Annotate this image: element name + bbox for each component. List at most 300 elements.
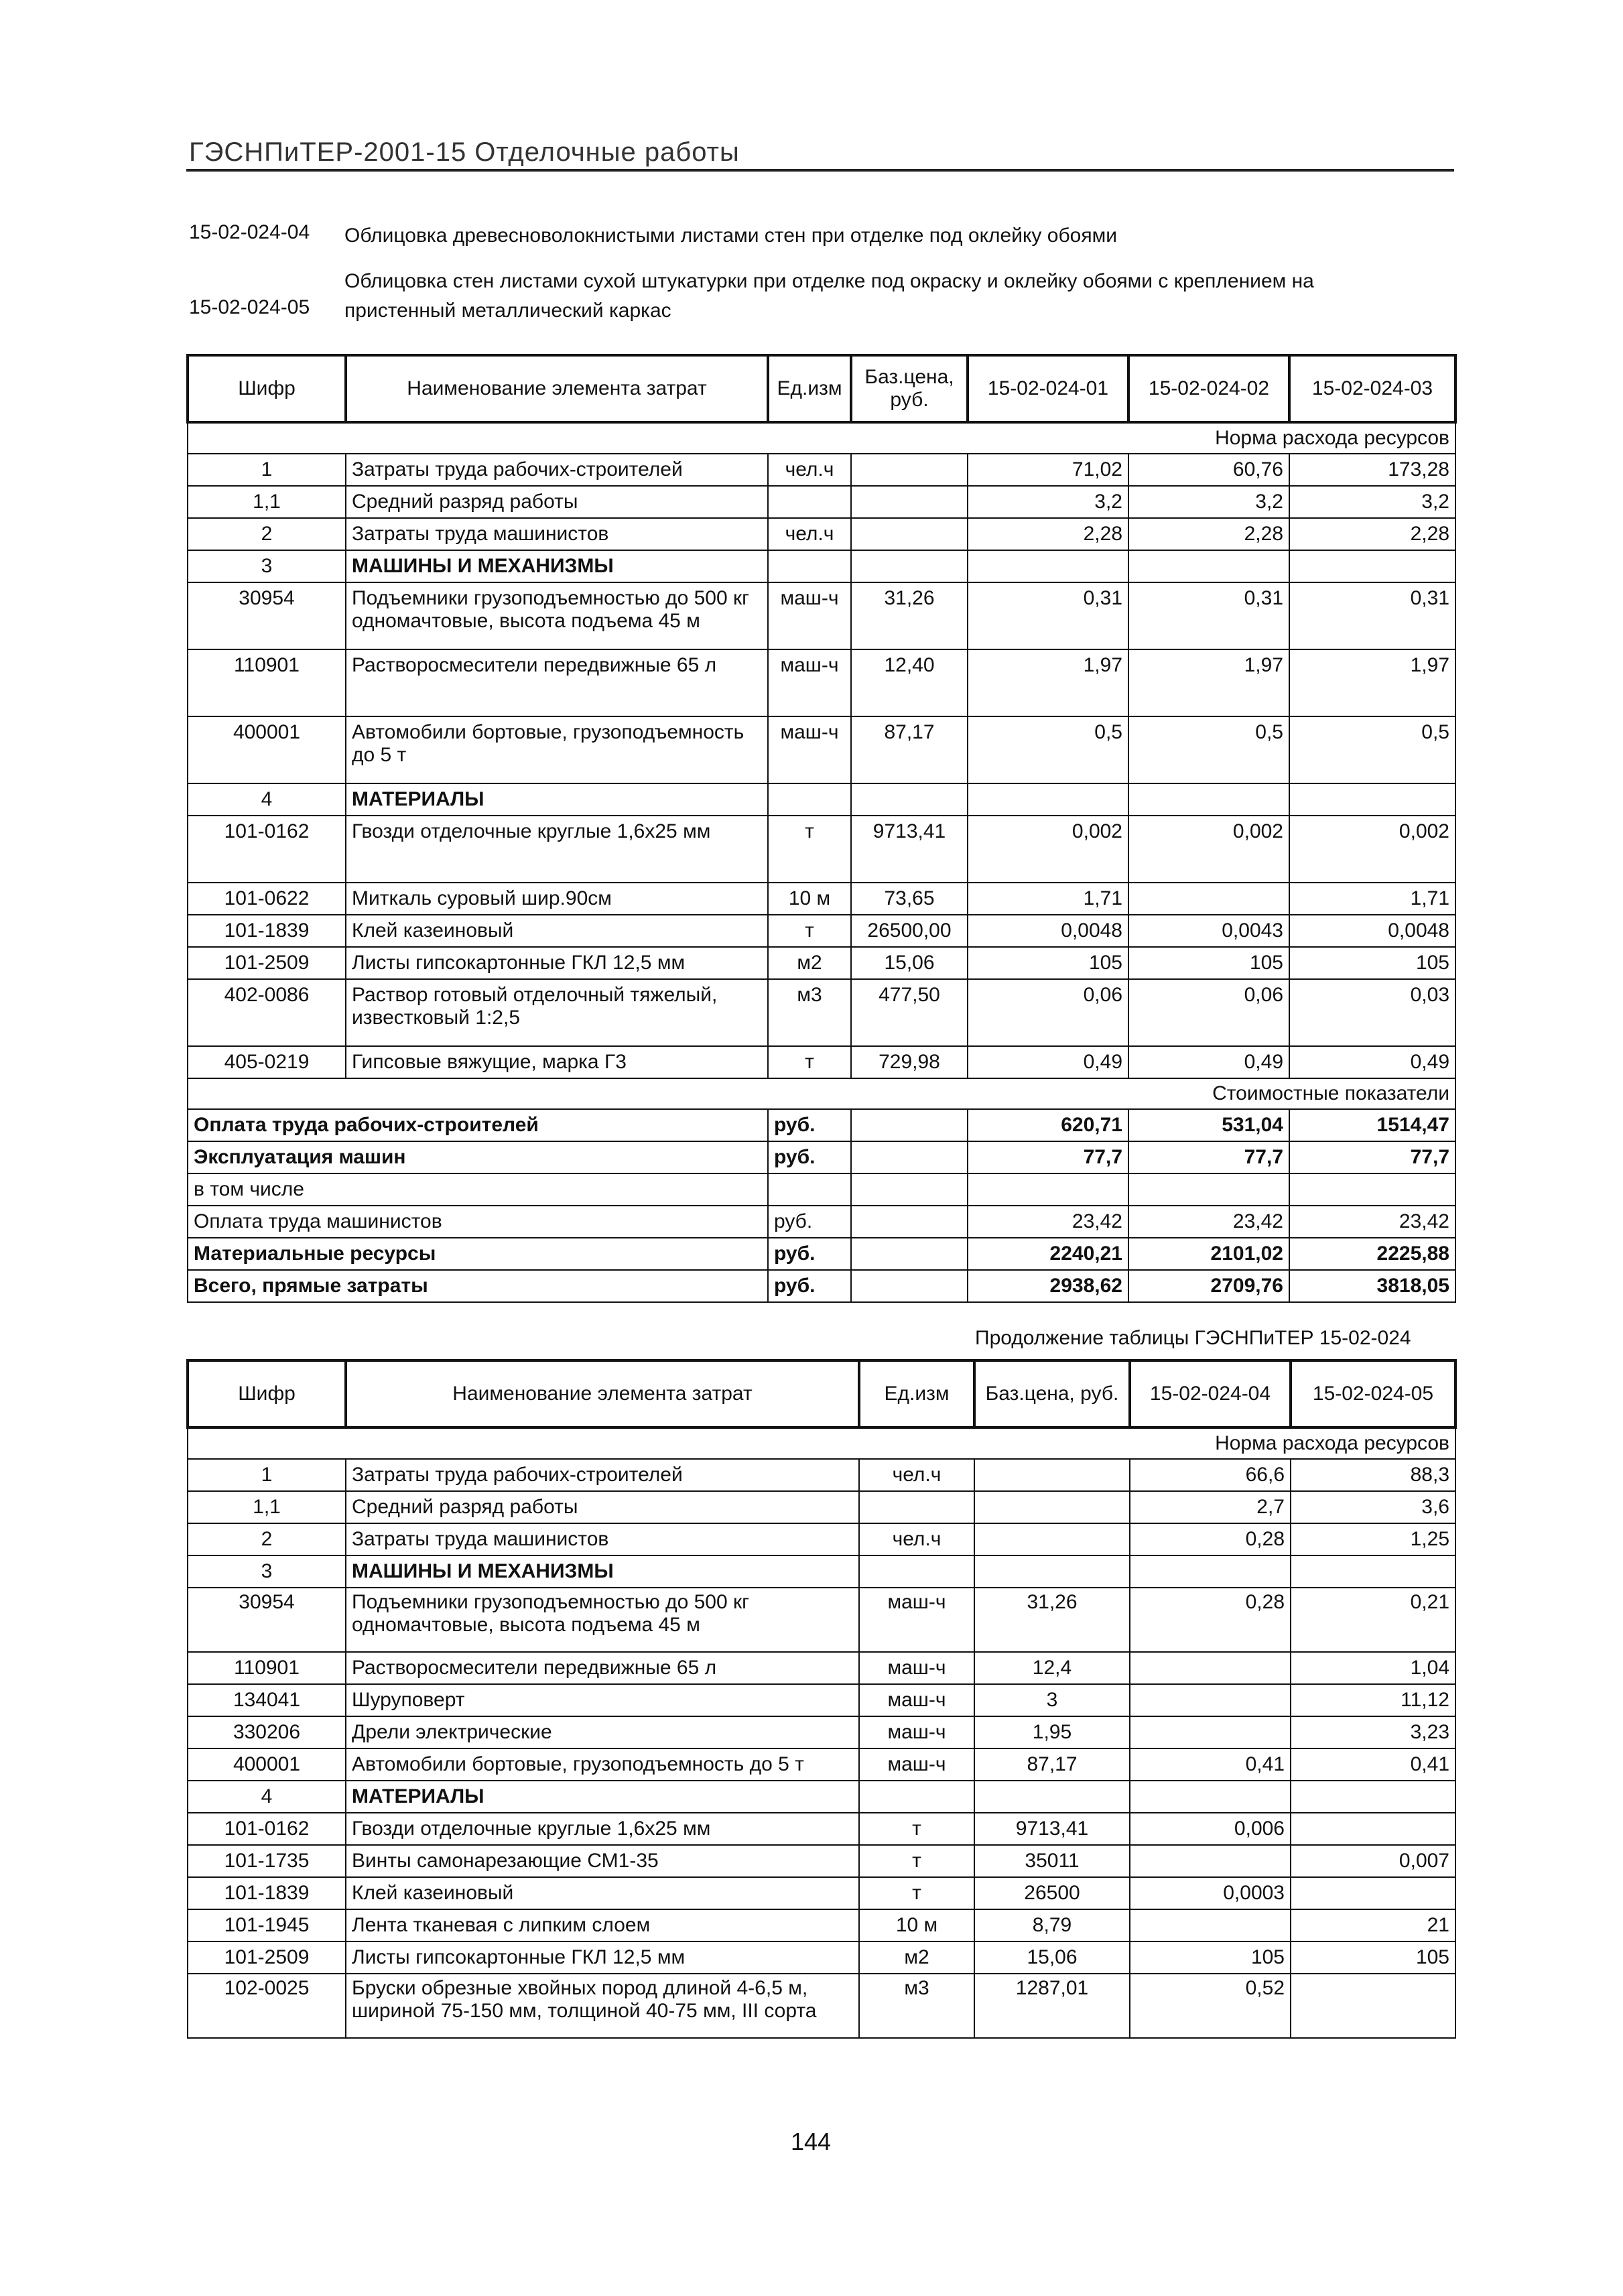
cell-value: 1,04 (1291, 1652, 1455, 1684)
table-row (188, 1491, 1455, 1523)
cell-price: 8,79 (974, 1909, 1130, 1941)
table-header-row (188, 355, 1455, 422)
cell-code: 1 (188, 1459, 346, 1491)
cell-value (1291, 1877, 1455, 1909)
cost-name: Эксплуатация машин (188, 1141, 768, 1173)
cell-value: 1,25 (1291, 1523, 1455, 1555)
cost-value: 1514,47 (1289, 1109, 1455, 1141)
cell-name: МАШИНЫ И МЕХАНИЗМЫ (346, 550, 768, 582)
cell-price: 15,06 (851, 947, 968, 979)
cost-band-row (188, 1078, 1455, 1109)
cell-name: Листы гипсокартонные ГКЛ 12,5 мм (346, 1941, 859, 1974)
cell-price (974, 1491, 1130, 1523)
cell-value: 0,49 (1289, 1046, 1455, 1078)
cell-value: 0,31 (968, 582, 1128, 649)
cell-value: 0,31 (1289, 582, 1455, 649)
cell-price: 729,98 (851, 1046, 968, 1078)
cell-name: Подъемники грузоподъемностью до 500 кг одномачтовые, высота подъема 45 м (346, 582, 768, 649)
cell-code: 1 (188, 454, 346, 486)
cell-name: Листы гипсокартонные ГКЛ 12,5 мм (346, 947, 768, 979)
code-description: Облицовка древесноволокнистыми листами стен при отделке под оклейку обоями (344, 225, 1117, 247)
cost-value: 23,42 (1289, 1206, 1455, 1238)
cell-code: 101-1839 (188, 915, 346, 947)
cell-unit: маш-ч (768, 649, 851, 716)
cell-value: 2,28 (1128, 518, 1289, 550)
column-header: 15-02-024-04 (1130, 1360, 1291, 1427)
cell-value: 105 (968, 947, 1128, 979)
cell-code: 110901 (188, 1652, 346, 1684)
cell-name: Растворосмесители передвижные 65 л (346, 1652, 859, 1684)
cell-name: Клей казеиновый (346, 915, 768, 947)
cell-name: Раствор готовый отделочный тяжелый, известковый 1:2,5 (346, 979, 768, 1046)
cost-value: 531,04 (1128, 1109, 1289, 1141)
cell-value (1128, 550, 1289, 582)
column-header: Шифр (188, 355, 346, 422)
cell-price: 31,26 (974, 1588, 1130, 1652)
cell-code: 30954 (188, 582, 346, 649)
cell-value: 3,2 (1128, 486, 1289, 518)
cell-price (851, 486, 968, 518)
cost-unit: руб. (768, 1270, 851, 1302)
cell-value: 3,6 (1291, 1491, 1455, 1523)
cell-price: 73,65 (851, 883, 968, 915)
cell-price (851, 518, 968, 550)
norm-band-row (188, 1427, 1455, 1459)
cell-value (1289, 783, 1455, 816)
cost-value: 2225,88 (1289, 1238, 1455, 1270)
cell-unit: т (768, 1046, 851, 1078)
cell-value: 88,3 (1291, 1459, 1455, 1491)
table-row (188, 486, 1455, 518)
cell-price: 477,50 (851, 979, 968, 1046)
cell-value: 0,002 (968, 816, 1128, 883)
cell-value (1289, 550, 1455, 582)
cell-unit: т (859, 1813, 974, 1845)
cell-value: 0,28 (1130, 1588, 1291, 1652)
table-row (188, 783, 1455, 816)
cell-price (851, 550, 968, 582)
cell-value: 71,02 (968, 454, 1128, 486)
table-row (188, 883, 1455, 915)
cell-name: Бруски обрезные хвойных пород длиной 4-6,5 м, шириной 75-150 мм, толщиной 40-75 мм, III сорта (346, 1974, 859, 2038)
cell-code: 102-0025 (188, 1974, 346, 2038)
cell-price: 12,4 (974, 1652, 1130, 1684)
cell-price: 3 (974, 1684, 1130, 1716)
cell-code: 134041 (188, 1684, 346, 1716)
cell-name: Дрели электрические (346, 1716, 859, 1748)
table-row (188, 582, 1455, 649)
cost-value: 77,7 (968, 1141, 1128, 1173)
norm-label: Норма расхода ресурсов (188, 1427, 1455, 1459)
cell-name: Гвозди отделочные круглые 1,6x25 мм (346, 1813, 859, 1845)
cost-price (851, 1206, 968, 1238)
cell-unit: т (768, 816, 851, 883)
cell-value (1130, 1845, 1291, 1877)
cell-unit: маш-ч (859, 1652, 974, 1684)
cost-price (851, 1173, 968, 1206)
table-row (188, 1716, 1455, 1748)
cost-row (188, 1238, 1455, 1270)
cell-name: Лента тканевая с липким слоем (346, 1909, 859, 1941)
table-row (188, 915, 1455, 947)
cell-name: Автомобили бортовые, грузоподъемность до 5 т (346, 1748, 859, 1781)
cell-unit: т (859, 1877, 974, 1909)
cell-value: 2,28 (968, 518, 1128, 550)
column-header: Наименование элемента затрат (346, 1360, 859, 1427)
cost-value: 2709,76 (1128, 1270, 1289, 1302)
cell-price: 12,40 (851, 649, 968, 716)
cell-price: 87,17 (851, 716, 968, 783)
cell-code: 3 (188, 1555, 346, 1588)
cell-code: 2 (188, 518, 346, 550)
cell-name: МАШИНЫ И МЕХАНИЗМЫ (346, 1555, 859, 1588)
cell-value: 3,2 (968, 486, 1128, 518)
cell-value: 0,49 (1128, 1046, 1289, 1078)
table-row (188, 518, 1455, 550)
cell-value (1291, 1974, 1455, 2038)
cell-value: 0,49 (968, 1046, 1128, 1078)
cell-unit: маш-ч (768, 716, 851, 783)
cell-price: 87,17 (974, 1748, 1130, 1781)
cell-value: 0,5 (1128, 716, 1289, 783)
cost-value: 77,7 (1128, 1141, 1289, 1173)
code-description: Облицовка стен листами сухой штукатурки при отделке под окраску и оклейку обоями с креплением на (344, 270, 1314, 292)
cell-code: 405-0219 (188, 1046, 346, 1078)
cost-unit: руб. (768, 1206, 851, 1238)
cell-value: 0,41 (1130, 1748, 1291, 1781)
cell-value: 0,21 (1291, 1588, 1455, 1652)
code-line (189, 267, 1462, 327)
cost-value: 77,7 (1289, 1141, 1455, 1173)
cell-value (1291, 1781, 1455, 1813)
table-row (188, 816, 1455, 883)
cell-value: 0,31 (1128, 582, 1289, 649)
cell-value: 0,006 (1130, 1813, 1291, 1845)
cell-name: Растворосмесители передвижные 65 л (346, 649, 768, 716)
cell-value: 3,2 (1289, 486, 1455, 518)
cell-value: 0,002 (1128, 816, 1289, 883)
table-row (188, 454, 1455, 486)
cell-price: 31,26 (851, 582, 968, 649)
cell-value: 2,7 (1130, 1491, 1291, 1523)
cell-name: Затраты труда машинистов (346, 518, 768, 550)
cell-code: 101-1735 (188, 1845, 346, 1877)
cost-name: Материальные ресурсы (188, 1238, 768, 1270)
cost-row (188, 1270, 1455, 1302)
cell-price (974, 1523, 1130, 1555)
cell-code: 101-1945 (188, 1909, 346, 1941)
cell-name: МАТЕРИАЛЫ (346, 783, 768, 816)
cell-unit: чел.ч (859, 1523, 974, 1555)
cell-unit (859, 1781, 974, 1813)
cell-unit: 10 м (768, 883, 851, 915)
cell-value: 173,28 (1289, 454, 1455, 486)
table-row (188, 1652, 1455, 1684)
cost-unit: руб. (768, 1109, 851, 1141)
cell-value: 0,06 (968, 979, 1128, 1046)
cell-code: 110901 (188, 649, 346, 716)
code-line (189, 221, 1462, 251)
page-number: 144 (791, 2128, 832, 2155)
column-header: Ед.изм (859, 1360, 974, 1427)
cost-unit: руб. (768, 1141, 851, 1173)
cell-value (1128, 883, 1289, 915)
cost-name: Всего, прямые затраты (188, 1270, 768, 1302)
resource-table (186, 354, 1457, 1303)
cell-value: 0,41 (1291, 1748, 1455, 1781)
cell-value (1130, 1555, 1291, 1588)
cell-name: Клей казеиновый (346, 1877, 859, 1909)
cell-value: 1,71 (968, 883, 1128, 915)
cell-value: 1,97 (1289, 649, 1455, 716)
cell-price (974, 1781, 1130, 1813)
cost-price (851, 1238, 968, 1270)
column-header: Баз.цена, руб. (974, 1360, 1130, 1427)
cell-price: 15,06 (974, 1941, 1130, 1974)
cell-value: 0,007 (1291, 1845, 1455, 1877)
cost-row (188, 1206, 1455, 1238)
cell-value (1130, 1909, 1291, 1941)
cell-unit: чел.ч (859, 1459, 974, 1491)
cost-value: 2938,62 (968, 1270, 1128, 1302)
cost-name: в том числе (188, 1173, 768, 1206)
cell-value: 0,5 (968, 716, 1128, 783)
cost-value: 2101,02 (1128, 1238, 1289, 1270)
cell-code: 1,1 (188, 1491, 346, 1523)
cell-value: 21 (1291, 1909, 1455, 1941)
table-row (188, 1459, 1455, 1491)
cost-row (188, 1141, 1455, 1173)
cell-value: 105 (1130, 1941, 1291, 1974)
cost-value (968, 1173, 1128, 1206)
cell-unit (859, 1491, 974, 1523)
cell-value: 0,0048 (1289, 915, 1455, 947)
cell-value: 0,002 (1289, 816, 1455, 883)
table-row (188, 979, 1455, 1046)
cell-price (851, 454, 968, 486)
table-row (188, 716, 1455, 783)
table-row (188, 1555, 1455, 1588)
cell-name: Затраты труда рабочих-строителей (346, 1459, 859, 1491)
code-description: пристенный металлический каркас (344, 300, 671, 322)
cell-value (968, 550, 1128, 582)
cell-price: 26500 (974, 1877, 1130, 1909)
header-rule (186, 169, 1454, 172)
cell-value: 2,28 (1289, 518, 1455, 550)
cell-value (968, 783, 1128, 816)
table-row (188, 1748, 1455, 1781)
cell-value: 66,6 (1130, 1459, 1291, 1491)
cost-unit (768, 1173, 851, 1206)
cell-value (1291, 1813, 1455, 1845)
cost-price (851, 1109, 968, 1141)
cell-unit: м3 (768, 979, 851, 1046)
cell-code: 4 (188, 1781, 346, 1813)
cell-unit: м3 (859, 1974, 974, 2038)
code-id: 15-02-024-04 (189, 221, 310, 243)
table-row (188, 550, 1455, 582)
cell-unit: м2 (768, 947, 851, 979)
cell-value: 60,76 (1128, 454, 1289, 486)
cell-code: 1,1 (188, 486, 346, 518)
cell-name: Гипсовые вяжущие, марка Г3 (346, 1046, 768, 1078)
cell-code: 101-1839 (188, 1877, 346, 1909)
cell-unit: маш-ч (859, 1684, 974, 1716)
column-header: 15-02-024-03 (1289, 355, 1455, 422)
cell-unit (768, 783, 851, 816)
cost-unit: руб. (768, 1238, 851, 1270)
cost-value: 23,42 (1128, 1206, 1289, 1238)
resource-table-continued (186, 1359, 1457, 2039)
table-row (188, 1974, 1455, 2038)
cell-name: Гвозди отделочные круглые 1,6x25 мм (346, 816, 768, 883)
column-header: Наименование элемента затрат (346, 355, 768, 422)
cost-value: 23,42 (968, 1206, 1128, 1238)
norm-band-row (188, 422, 1455, 454)
cell-code: 400001 (188, 1748, 346, 1781)
cell-value: 105 (1289, 947, 1455, 979)
column-header: Ед.изм (768, 355, 851, 422)
cell-unit: т (768, 915, 851, 947)
cell-name: Затраты труда рабочих-строителей (346, 454, 768, 486)
cell-value: 0,0043 (1128, 915, 1289, 947)
cost-value: 2240,21 (968, 1238, 1128, 1270)
table-row (188, 947, 1455, 979)
table-row (188, 1781, 1455, 1813)
cell-value: 3,23 (1291, 1716, 1455, 1748)
cost-value (1289, 1173, 1455, 1206)
cell-value (1128, 783, 1289, 816)
cell-name: Подъемники грузоподъемностью до 500 кг одномачтовые, высота подъема 45 м (346, 1588, 859, 1652)
cell-code: 2 (188, 1523, 346, 1555)
cost-price (851, 1270, 968, 1302)
cell-unit: маш-ч (768, 582, 851, 649)
cell-price: 1,95 (974, 1716, 1130, 1748)
cell-code: 3 (188, 550, 346, 582)
cell-name: Автомобили бортовые, грузоподъемность до 5 т (346, 716, 768, 783)
table-row (188, 1684, 1455, 1716)
cell-unit: маш-ч (859, 1748, 974, 1781)
cell-code: 330206 (188, 1716, 346, 1748)
document-title: ГЭСНПиТЕР-2001-15 Отделочные работы (189, 137, 740, 167)
cell-price: 35011 (974, 1845, 1130, 1877)
column-header: Баз.цена, руб. (851, 355, 968, 422)
cell-value (1291, 1555, 1455, 1588)
table-row (188, 649, 1455, 716)
cell-price: 26500,00 (851, 915, 968, 947)
cell-value: 0,03 (1289, 979, 1455, 1046)
cost-name: Оплата труда машинистов (188, 1206, 768, 1238)
cell-name: Затраты труда машинистов (346, 1523, 859, 1555)
norm-label: Норма расхода ресурсов (188, 422, 1455, 454)
cell-price: 9713,41 (974, 1813, 1130, 1845)
cell-unit: маш-ч (859, 1588, 974, 1652)
cell-price (974, 1555, 1130, 1588)
column-header: Шифр (188, 1360, 346, 1427)
cell-unit (768, 550, 851, 582)
cell-value: 105 (1291, 1941, 1455, 1974)
continuation-caption: Продолжение таблицы ГЭСНПиТЕР 15-02-024 (975, 1327, 1411, 1349)
cell-value (1130, 1652, 1291, 1684)
cell-unit: маш-ч (859, 1716, 974, 1748)
cell-unit: м2 (859, 1941, 974, 1974)
cell-value: 1,71 (1289, 883, 1455, 915)
cell-code: 402-0086 (188, 979, 346, 1046)
cell-value (1130, 1684, 1291, 1716)
cell-value: 105 (1128, 947, 1289, 979)
cell-price: 9713,41 (851, 816, 968, 883)
cell-price: 1287,01 (974, 1974, 1130, 2038)
table-row (188, 1941, 1455, 1974)
cell-name: Шуруповерт (346, 1684, 859, 1716)
table-header-row (188, 1360, 1455, 1427)
table-row (188, 1845, 1455, 1877)
cell-code: 101-0622 (188, 883, 346, 915)
cell-unit (768, 486, 851, 518)
cost-row (188, 1173, 1455, 1206)
cell-value (1130, 1716, 1291, 1748)
cell-value: 0,0003 (1130, 1877, 1291, 1909)
cell-unit: 10 м (859, 1909, 974, 1941)
table-row (188, 1588, 1455, 1652)
cell-value: 1,97 (1128, 649, 1289, 716)
cell-name: Средний разряд работы (346, 1491, 859, 1523)
cost-row (188, 1109, 1455, 1141)
table-row (188, 1813, 1455, 1845)
cell-code: 101-0162 (188, 816, 346, 883)
table-row (188, 1877, 1455, 1909)
cost-value: 620,71 (968, 1109, 1128, 1141)
cell-value: 11,12 (1291, 1684, 1455, 1716)
cell-code: 400001 (188, 716, 346, 783)
cell-value: 0,06 (1128, 979, 1289, 1046)
cell-code: 101-0162 (188, 1813, 346, 1845)
cell-name: МАТЕРИАЛЫ (346, 1781, 859, 1813)
cost-name: Оплата труда рабочих-строителей (188, 1109, 768, 1141)
cost-label: Стоимостные показатели (188, 1078, 1455, 1109)
cell-name: Винты самонарезающие СМ1-35 (346, 1845, 859, 1877)
cell-value (1130, 1781, 1291, 1813)
cell-value: 0,0048 (968, 915, 1128, 947)
cell-value: 0,52 (1130, 1974, 1291, 2038)
cost-value: 3818,05 (1289, 1270, 1455, 1302)
cost-value (1128, 1173, 1289, 1206)
code-id: 15-02-024-05 (189, 296, 310, 318)
cell-name: Средний разряд работы (346, 486, 768, 518)
table-row (188, 1046, 1455, 1078)
cell-name: Миткаль суровый шир.90см (346, 883, 768, 915)
cell-unit: чел.ч (768, 454, 851, 486)
table-row (188, 1523, 1455, 1555)
table-row (188, 1909, 1455, 1941)
cost-price (851, 1141, 968, 1173)
column-header: 15-02-024-01 (968, 355, 1128, 422)
cell-unit (859, 1555, 974, 1588)
cell-code: 101-2509 (188, 1941, 346, 1974)
cell-price (851, 783, 968, 816)
cell-code: 4 (188, 783, 346, 816)
cell-value: 1,97 (968, 649, 1128, 716)
cell-code: 101-2509 (188, 947, 346, 979)
column-header: 15-02-024-02 (1128, 355, 1289, 422)
cell-value: 0,28 (1130, 1523, 1291, 1555)
cell-unit: чел.ч (768, 518, 851, 550)
cell-unit: т (859, 1845, 974, 1877)
cell-value: 0,5 (1289, 716, 1455, 783)
cell-price (974, 1459, 1130, 1491)
column-header: 15-02-024-05 (1291, 1360, 1455, 1427)
cell-code: 30954 (188, 1588, 346, 1652)
